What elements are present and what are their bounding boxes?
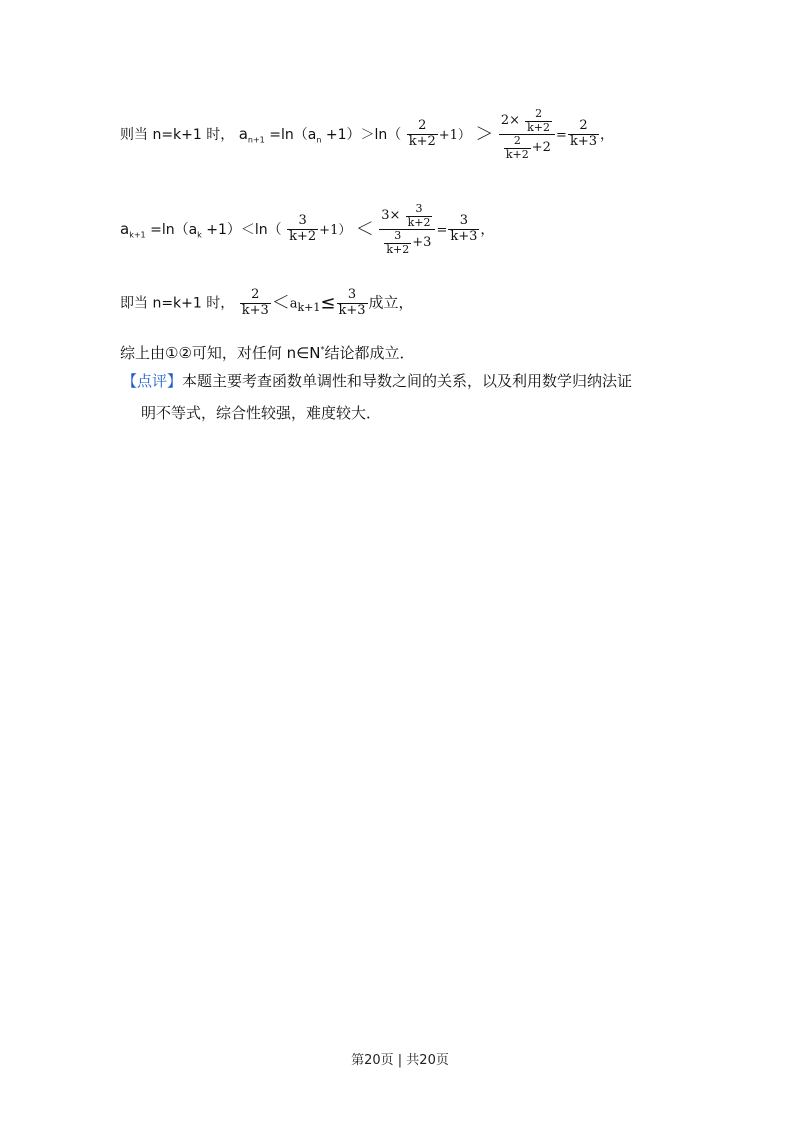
compound-denominator — [499, 135, 555, 161]
line3-left-fraction — [240, 288, 271, 319]
compound-num-fraction — [525, 108, 552, 134]
line2-eq-ln: =ln（a — [150, 221, 198, 238]
line2-sub-k1: k+1 — [129, 230, 146, 240]
line1-result-fraction — [568, 119, 599, 150]
line3-le: ≤ — [320, 292, 336, 314]
line1-gt: ＞ — [475, 123, 494, 145]
compound-num-fraction — [406, 203, 433, 229]
compound-den-fraction — [384, 230, 411, 256]
compound-den-tail: +3 — [412, 234, 432, 250]
fraction-numerator: 2 — [525, 108, 552, 122]
conclusion-sup: * — [320, 345, 325, 354]
line3-sub: k+1 — [297, 301, 321, 315]
fraction-numerator: 3 — [287, 214, 318, 230]
comment-line-2 — [141, 403, 381, 423]
line3-a: a — [289, 296, 298, 312]
compound-num-coef: 3× — [381, 207, 401, 223]
fraction-numerator: 3 — [406, 203, 433, 217]
fraction-denominator: k+2 — [408, 134, 436, 150]
fraction-denominator: k+2 — [505, 147, 529, 161]
line2-sub-k: k — [197, 230, 202, 240]
line2-lt: ＜ — [355, 218, 374, 240]
line1-a: a — [238, 124, 248, 143]
line3-prefix: 即当 n=k+1 时， — [120, 295, 235, 312]
line3-suffix: 成立， — [368, 293, 414, 312]
line1-f1-tail: +1） — [438, 127, 471, 143]
comment-label: 【点评】 — [122, 372, 183, 390]
conclusion-line — [120, 340, 414, 363]
fraction-numerator: 3 — [337, 288, 368, 304]
line1-eq: = — [556, 127, 567, 143]
compound-numerator — [499, 108, 555, 135]
fraction-numerator: 2 — [568, 119, 599, 135]
line2-eq: = — [436, 222, 448, 238]
line2-result-fraction — [448, 214, 479, 245]
equation-line-1 — [120, 108, 614, 162]
line2-plus1: +1）＜ln（ — [206, 221, 282, 238]
line2-end: ， — [480, 221, 495, 238]
line3-right-fraction — [337, 288, 368, 319]
line2-compound-fraction — [379, 203, 435, 257]
fraction-numerator: 3 — [384, 230, 411, 244]
equation-line-3 — [120, 288, 414, 319]
equation-line-2 — [120, 203, 494, 257]
line2-a: a — [120, 219, 130, 238]
fraction-denominator: k+3 — [241, 302, 269, 318]
line1-prefix: 则当 n=k+1 时， — [120, 126, 235, 143]
fraction-denominator: k+2 — [407, 215, 431, 229]
page-footer: 第20页 | 共20页 — [351, 1053, 449, 1068]
line1-sub-n: n — [316, 135, 322, 145]
line1-eq-ln: =ln（a — [269, 126, 317, 143]
line2-f1-tail: +1） — [319, 222, 352, 238]
comment-text-1: 本题主要考查函数单调性和导数之间的关系，以及利用数学归纳法证 — [182, 372, 633, 390]
line1-compound-fraction — [499, 108, 555, 162]
fraction-numerator: 2 — [407, 119, 438, 135]
fraction-denominator: k+3 — [450, 229, 478, 245]
compound-denominator — [379, 230, 435, 256]
fraction-numerator: 3 — [448, 214, 479, 230]
conclusion-text-2: 结论都成立． — [324, 344, 415, 362]
fraction-denominator: k+3 — [569, 134, 597, 150]
line3-lt: ＜ — [271, 292, 290, 314]
line1-end: ， — [599, 126, 614, 143]
compound-den-fraction — [504, 135, 531, 161]
comment-line-1 — [122, 371, 632, 391]
line1-sub-n1: n+1 — [247, 135, 265, 145]
fraction-numerator: 2 — [504, 135, 531, 149]
fraction-denominator: k+2 — [527, 120, 551, 134]
compound-den-tail: +2 — [531, 139, 551, 155]
line1-plus1: +1）＞ln（ — [325, 126, 402, 143]
line1-fraction-1 — [407, 119, 438, 150]
conclusion-text-1: 综上由①②可知，对任何 n∈N — [120, 344, 321, 362]
comment-text-2: 明不等式，综合性较强，难度较大． — [141, 404, 382, 422]
fraction-denominator: k+2 — [289, 229, 317, 245]
fraction-numerator: 2 — [240, 288, 271, 304]
line2-fraction-1 — [287, 214, 318, 245]
fraction-denominator: k+3 — [338, 302, 366, 318]
compound-num-coef: 2× — [500, 112, 520, 128]
fraction-denominator: k+2 — [386, 242, 410, 256]
compound-numerator — [379, 203, 435, 230]
